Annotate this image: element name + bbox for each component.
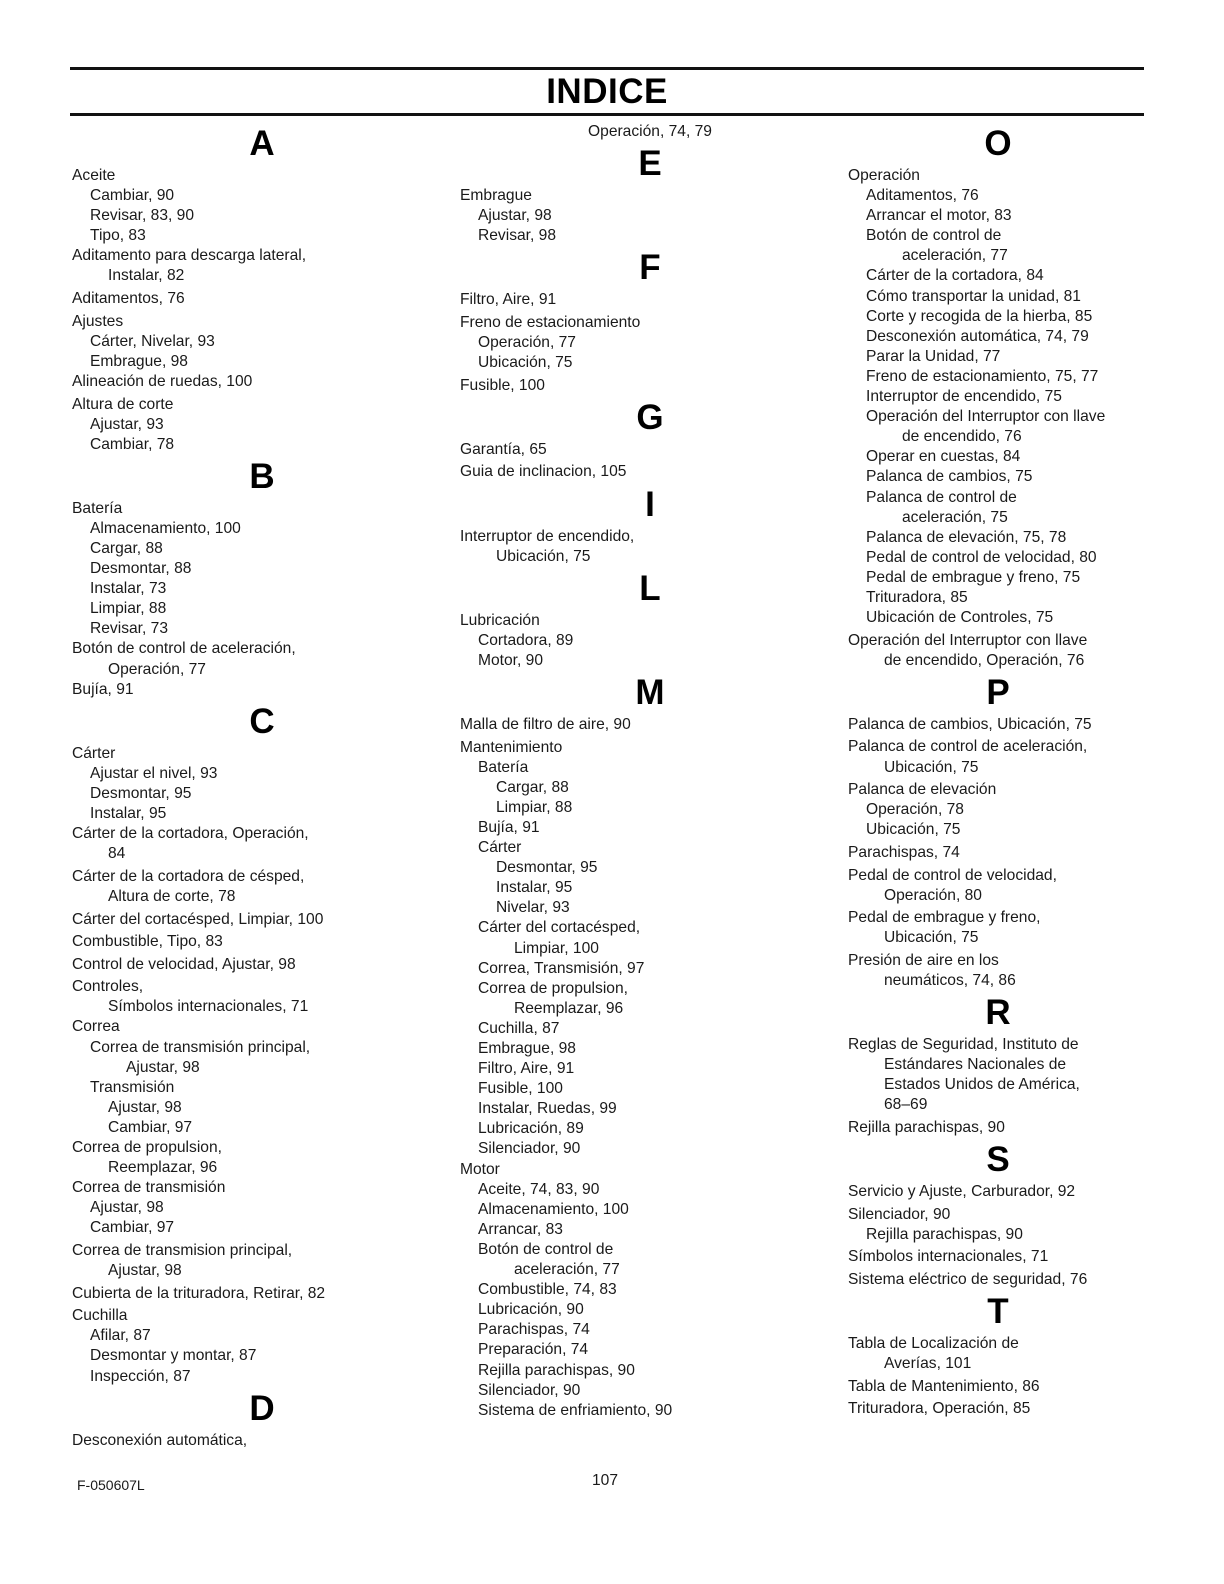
index-subentry: de encendido, 76 <box>902 428 1022 446</box>
index-subentry: Instalar, Ruedas, 99 <box>478 1100 617 1118</box>
index-subentry: Parar la Unidad, 77 <box>866 347 1001 365</box>
index-subentry: Botón de control de <box>866 227 1002 245</box>
index-subentry: Ubicación de Controles, 75 <box>866 609 1054 627</box>
index-entry: Sistema eléctrico de seguridad, 76 <box>848 1270 1088 1288</box>
index-subentry: 68–69 <box>884 1096 928 1114</box>
index-subentry: Estados Unidos de América, <box>884 1076 1080 1094</box>
index-entry: Presión de aire en los <box>848 951 999 969</box>
index-subentry: Instalar, 95 <box>496 879 573 897</box>
index-subentry: Silenciador, 90 <box>478 1381 581 1399</box>
index-subentry: aceleración, 75 <box>902 508 1008 526</box>
index-subentry: Ubicación, 75 <box>884 929 979 947</box>
section-letter-a: A <box>249 124 275 163</box>
index-entry: Aditamento para descarga lateral, <box>72 247 307 265</box>
index-subentry: Operar en cuestas, 84 <box>866 448 1021 466</box>
index-subentry: Reemplazar, 96 <box>108 1159 218 1177</box>
index-subentry: Desconexión automática, 74, 79 <box>866 327 1089 345</box>
index-subentry: Preparación, 74 <box>478 1341 589 1359</box>
index-subentry: Desmontar, 95 <box>90 784 192 802</box>
index-entry: Ajustes <box>72 312 124 330</box>
index-subentry: aceleración, 77 <box>514 1261 620 1279</box>
index-entry: Controles, <box>72 978 144 996</box>
index-entry: Operación <box>848 167 920 184</box>
index-entry: Aceite <box>72 167 116 184</box>
document-code: F-050607L <box>77 1477 145 1493</box>
index-entry: Garantía, 65 <box>460 440 547 458</box>
index-subentry: Desmontar, 88 <box>90 560 192 578</box>
index-subentry: Ubicación, 75 <box>866 821 961 839</box>
index-entry: Interruptor de encendido, <box>460 527 635 545</box>
index-entry: Batería <box>72 499 123 517</box>
index-subentry: Nivelar, 93 <box>496 899 570 917</box>
index-subentry: Botón de control de <box>478 1240 614 1258</box>
index-entry: Malla de filtro de aire, 90 <box>460 716 631 733</box>
index-subentry: Símbolos internacionales, 71 <box>108 998 309 1016</box>
index-entry: Tabla de Localización de <box>848 1335 1019 1352</box>
index-entry: Símbolos internacionales, 71 <box>848 1248 1049 1266</box>
index-entry: Correa de propulsion, <box>72 1139 222 1157</box>
index-subentry: Motor, 90 <box>478 651 544 669</box>
index-subentry: Cárter del cortacésped, <box>478 919 641 937</box>
index-subentry: Parachispas, 74 <box>478 1321 590 1339</box>
section-letter-p: P <box>986 672 1010 712</box>
index-subentry: Cambiar, 78 <box>90 435 175 453</box>
index-subentry: Sistema de enfriamiento, 90 <box>478 1401 673 1419</box>
index-entry: Palanca de elevación <box>848 781 997 799</box>
index-entry: Tabla de Mantenimiento, 86 <box>848 1377 1040 1395</box>
page-title: INDICE <box>546 72 668 111</box>
index-subentry: Desmontar, 95 <box>496 859 598 877</box>
index-subentry: Batería <box>478 758 529 776</box>
section-letter-r: R <box>985 993 1011 1033</box>
index-column-1 <box>72 122 452 1451</box>
index-column-3 <box>848 122 1148 1419</box>
index-subentry: Filtro, Aire, 91 <box>478 1060 575 1078</box>
index-subentry: aceleración, 77 <box>902 247 1008 265</box>
index-subentry: Pedal de embrague y freno, 75 <box>866 568 1081 586</box>
index-column-2 <box>460 122 840 1421</box>
index-subentry: Cuchilla, 87 <box>478 1019 560 1037</box>
index-subentry: Lubricación, 90 <box>478 1301 584 1319</box>
index-entry: Correa <box>72 1018 120 1036</box>
index-subentry: Lubricación, 89 <box>478 1120 584 1138</box>
index-entry: Filtro, Aire, 91 <box>460 291 557 309</box>
index-subentry: Limpiar, 88 <box>90 600 167 618</box>
index-subentry: Rejilla parachispas, 90 <box>866 1225 1023 1243</box>
index-subentry: Altura de corte, 78 <box>108 887 236 905</box>
index-entry: Pedal de embrague y freno, <box>848 909 1041 927</box>
section-letter-f: F <box>639 248 661 288</box>
index-subentry: Freno de estacionamiento, 75, 77 <box>866 367 1099 385</box>
index-subentry: Cargar, 88 <box>496 778 569 796</box>
index-entry: Silenciador, 90 <box>848 1205 951 1223</box>
index-subentry: Operación del Interruptor con llave <box>866 408 1106 426</box>
index-entry: Desconexión automática, <box>72 1431 248 1449</box>
section-letter-o: O <box>984 124 1012 163</box>
index-subentry: Cárter, Nivelar, 93 <box>90 332 215 350</box>
index-subentry: Instalar, 73 <box>90 580 167 598</box>
index-entry: Operación, 74, 79 <box>588 123 712 140</box>
index-entry: Operación del Interruptor con llave <box>848 631 1088 649</box>
index-subentry: Averías, 101 <box>884 1355 972 1373</box>
index-subentry: Palanca de cambios, 75 <box>866 468 1033 486</box>
index-subentry: Ajustar, 98 <box>126 1058 200 1076</box>
index-subentry: Cárter de la cortadora, 84 <box>866 267 1044 285</box>
index-subentry: Correa de propulsion, <box>478 979 628 997</box>
index-subentry: Operación, 77 <box>478 334 576 352</box>
index-entry: Lubricación <box>460 611 540 629</box>
index-subentry: Aditamentos, 76 <box>866 187 979 205</box>
index-entry: Combustible, Tipo, 83 <box>72 933 223 951</box>
index-subentry: Limpiar, 100 <box>514 939 599 957</box>
index-subentry: Cambiar, 97 <box>90 1219 175 1237</box>
index-entry: Embrague <box>460 187 532 205</box>
index-subentry: Trituradora, 85 <box>866 588 968 606</box>
index-entry: Servicio y Ajuste, Carburador, 92 <box>848 1183 1076 1201</box>
index-subentry: Embrague, 98 <box>478 1040 576 1057</box>
index-subentry: Limpiar, 88 <box>496 798 573 816</box>
section-letter-d: D <box>249 1388 275 1428</box>
index-subentry: Instalar, 82 <box>108 267 185 285</box>
index-subentry: Correa, Transmisión, 97 <box>478 959 645 977</box>
index-subentry: Ajustar, 93 <box>90 415 164 433</box>
section-letter-e: E <box>638 144 662 184</box>
index-subentry: Rejilla parachispas, 90 <box>478 1361 635 1379</box>
index-entry: Guia de inclinacion, 105 <box>460 463 627 481</box>
index-subentry: Arrancar, 83 <box>478 1220 563 1238</box>
index-subentry: Ajustar, 98 <box>90 1199 164 1217</box>
index-subentry: Bujía, 91 <box>478 818 540 836</box>
index-entry: Cárter <box>72 744 116 762</box>
title-underline-rule <box>70 113 1144 116</box>
index-subentry: Reemplazar, 96 <box>514 999 624 1017</box>
section-letter-l: L <box>639 568 661 608</box>
index-entry: Pedal de control de velocidad, <box>848 866 1057 884</box>
section-letter-g: G <box>636 397 664 437</box>
index-entry: Cárter de la cortadora, Operación, <box>72 825 309 843</box>
index-subentry: Ubicación, 75 <box>884 758 979 776</box>
index-subentry: 84 <box>108 845 126 863</box>
index-subentry: Aceite, 74, 83, 90 <box>478 1180 600 1198</box>
index-entry: Fusible, 100 <box>460 376 545 394</box>
index-entry: Correa de transmision principal, <box>72 1242 293 1259</box>
index-entry: Reglas de Seguridad, Instituto de <box>848 1036 1079 1054</box>
index-entry: Botón de control de aceleración, <box>72 640 296 658</box>
index-entry: Alineación de ruedas, 100 <box>72 372 253 390</box>
index-subentry: Almacenamiento, 100 <box>478 1200 629 1218</box>
index-entry: Aditamentos, 76 <box>72 290 185 308</box>
index-subentry: Arrancar el motor, 83 <box>866 207 1012 225</box>
index-subentry: Ajustar, 98 <box>108 1098 182 1116</box>
index-subentry: Embrague, 98 <box>90 352 188 370</box>
index-subentry: Combustible, 74, 83 <box>478 1281 617 1299</box>
index-subentry: Palanca de elevación, 75, 78 <box>866 528 1067 546</box>
index-subentry: Fusible, 100 <box>478 1080 563 1098</box>
index-subentry: Ubicación, 75 <box>496 547 591 565</box>
index-subentry: Operación, 78 <box>866 801 964 819</box>
index-subentry: Revisar, 98 <box>478 227 557 245</box>
index-entry: Cárter de la cortadora de césped, <box>72 867 305 885</box>
section-letter-c: C <box>249 701 275 741</box>
index-entry: Control de velocidad, Ajustar, 98 <box>72 955 296 973</box>
index-subentry: Afilar, 87 <box>90 1327 151 1345</box>
index-subentry: Ajustar, 98 <box>478 207 552 225</box>
index-entry: Parachispas, 74 <box>848 843 960 861</box>
index-subentry: Revisar, 83, 90 <box>90 207 195 225</box>
section-letter-m: M <box>635 673 665 712</box>
section-letter-b: B <box>249 456 275 496</box>
index-subentry: Desmontar y montar, 87 <box>90 1347 257 1365</box>
index-entry: Rejilla parachispas, 90 <box>848 1118 1005 1136</box>
index-subentry: Instalar, 95 <box>90 805 167 823</box>
index-entry: Cárter del cortacésped, Limpiar, 100 <box>72 910 324 928</box>
index-subentry: Pedal de control de velocidad, 80 <box>866 548 1097 566</box>
index-subentry: Estándares Nacionales de <box>884 1056 1067 1074</box>
index-subentry: Tipo, 83 <box>90 227 146 245</box>
index-subentry: Ajustar, 98 <box>108 1262 182 1280</box>
index-subentry: Operación, 77 <box>108 660 206 678</box>
index-subentry: Interruptor de encendido, 75 <box>866 388 1062 406</box>
index-entry: Palanca de control de aceleración, <box>848 738 1088 756</box>
index-subentry: Cárter <box>478 839 522 857</box>
index-subentry: Ubicación, 75 <box>478 354 573 372</box>
section-letter-i: I <box>645 484 655 524</box>
index-subentry: Revisar, 73 <box>90 620 169 638</box>
index-subentry: Inspección, 87 <box>90 1367 191 1385</box>
index-entry: Cubierta de la trituradora, Retirar, 82 <box>72 1284 326 1302</box>
index-entry: Bujía, 91 <box>72 680 134 698</box>
page-number: 107 <box>591 1472 619 1489</box>
index-subentry: Cambiar, 90 <box>90 187 175 205</box>
index-subentry: Transmisión <box>90 1078 175 1096</box>
index-subentry: Corte y recogida de la hierba, 85 <box>866 307 1093 325</box>
index-subentry: Correa de transmisión principal, <box>90 1038 311 1056</box>
index-subentry: Almacenamiento, 100 <box>90 519 241 537</box>
index-subentry: Palanca de control de <box>866 488 1017 506</box>
index-entry: Cuchilla <box>72 1307 128 1325</box>
index-subentry: Ajustar el nivel, 93 <box>90 764 218 782</box>
index-subentry: Silenciador, 90 <box>478 1140 581 1158</box>
index-subentry: Cargar, 88 <box>90 540 163 557</box>
index-entry: Freno de estacionamiento <box>460 313 641 331</box>
index-entry: Mantenimiento <box>460 738 563 756</box>
index-entry: Trituradora, Operación, 85 <box>848 1400 1031 1418</box>
index-entry: Motor <box>460 1160 500 1178</box>
index-entry: Correa de transmisión <box>72 1179 226 1197</box>
index-entry: Palanca de cambios, Ubicación, 75 <box>848 715 1092 733</box>
index-subentry: Cómo transportar la unidad, 81 <box>866 287 1081 305</box>
index-entry: Altura de corte <box>72 395 174 413</box>
index-subentry: Cambiar, 97 <box>108 1118 193 1136</box>
index-subentry: neumáticos, 74, 86 <box>884 971 1016 989</box>
section-letter-s: S <box>986 1140 1010 1180</box>
index-subentry: de encendido, Operación, 76 <box>884 651 1085 669</box>
index-subentry: Operación, 80 <box>884 886 982 904</box>
section-letter-t: T <box>987 1292 1009 1331</box>
index-subentry: Cortadora, 89 <box>478 631 574 649</box>
